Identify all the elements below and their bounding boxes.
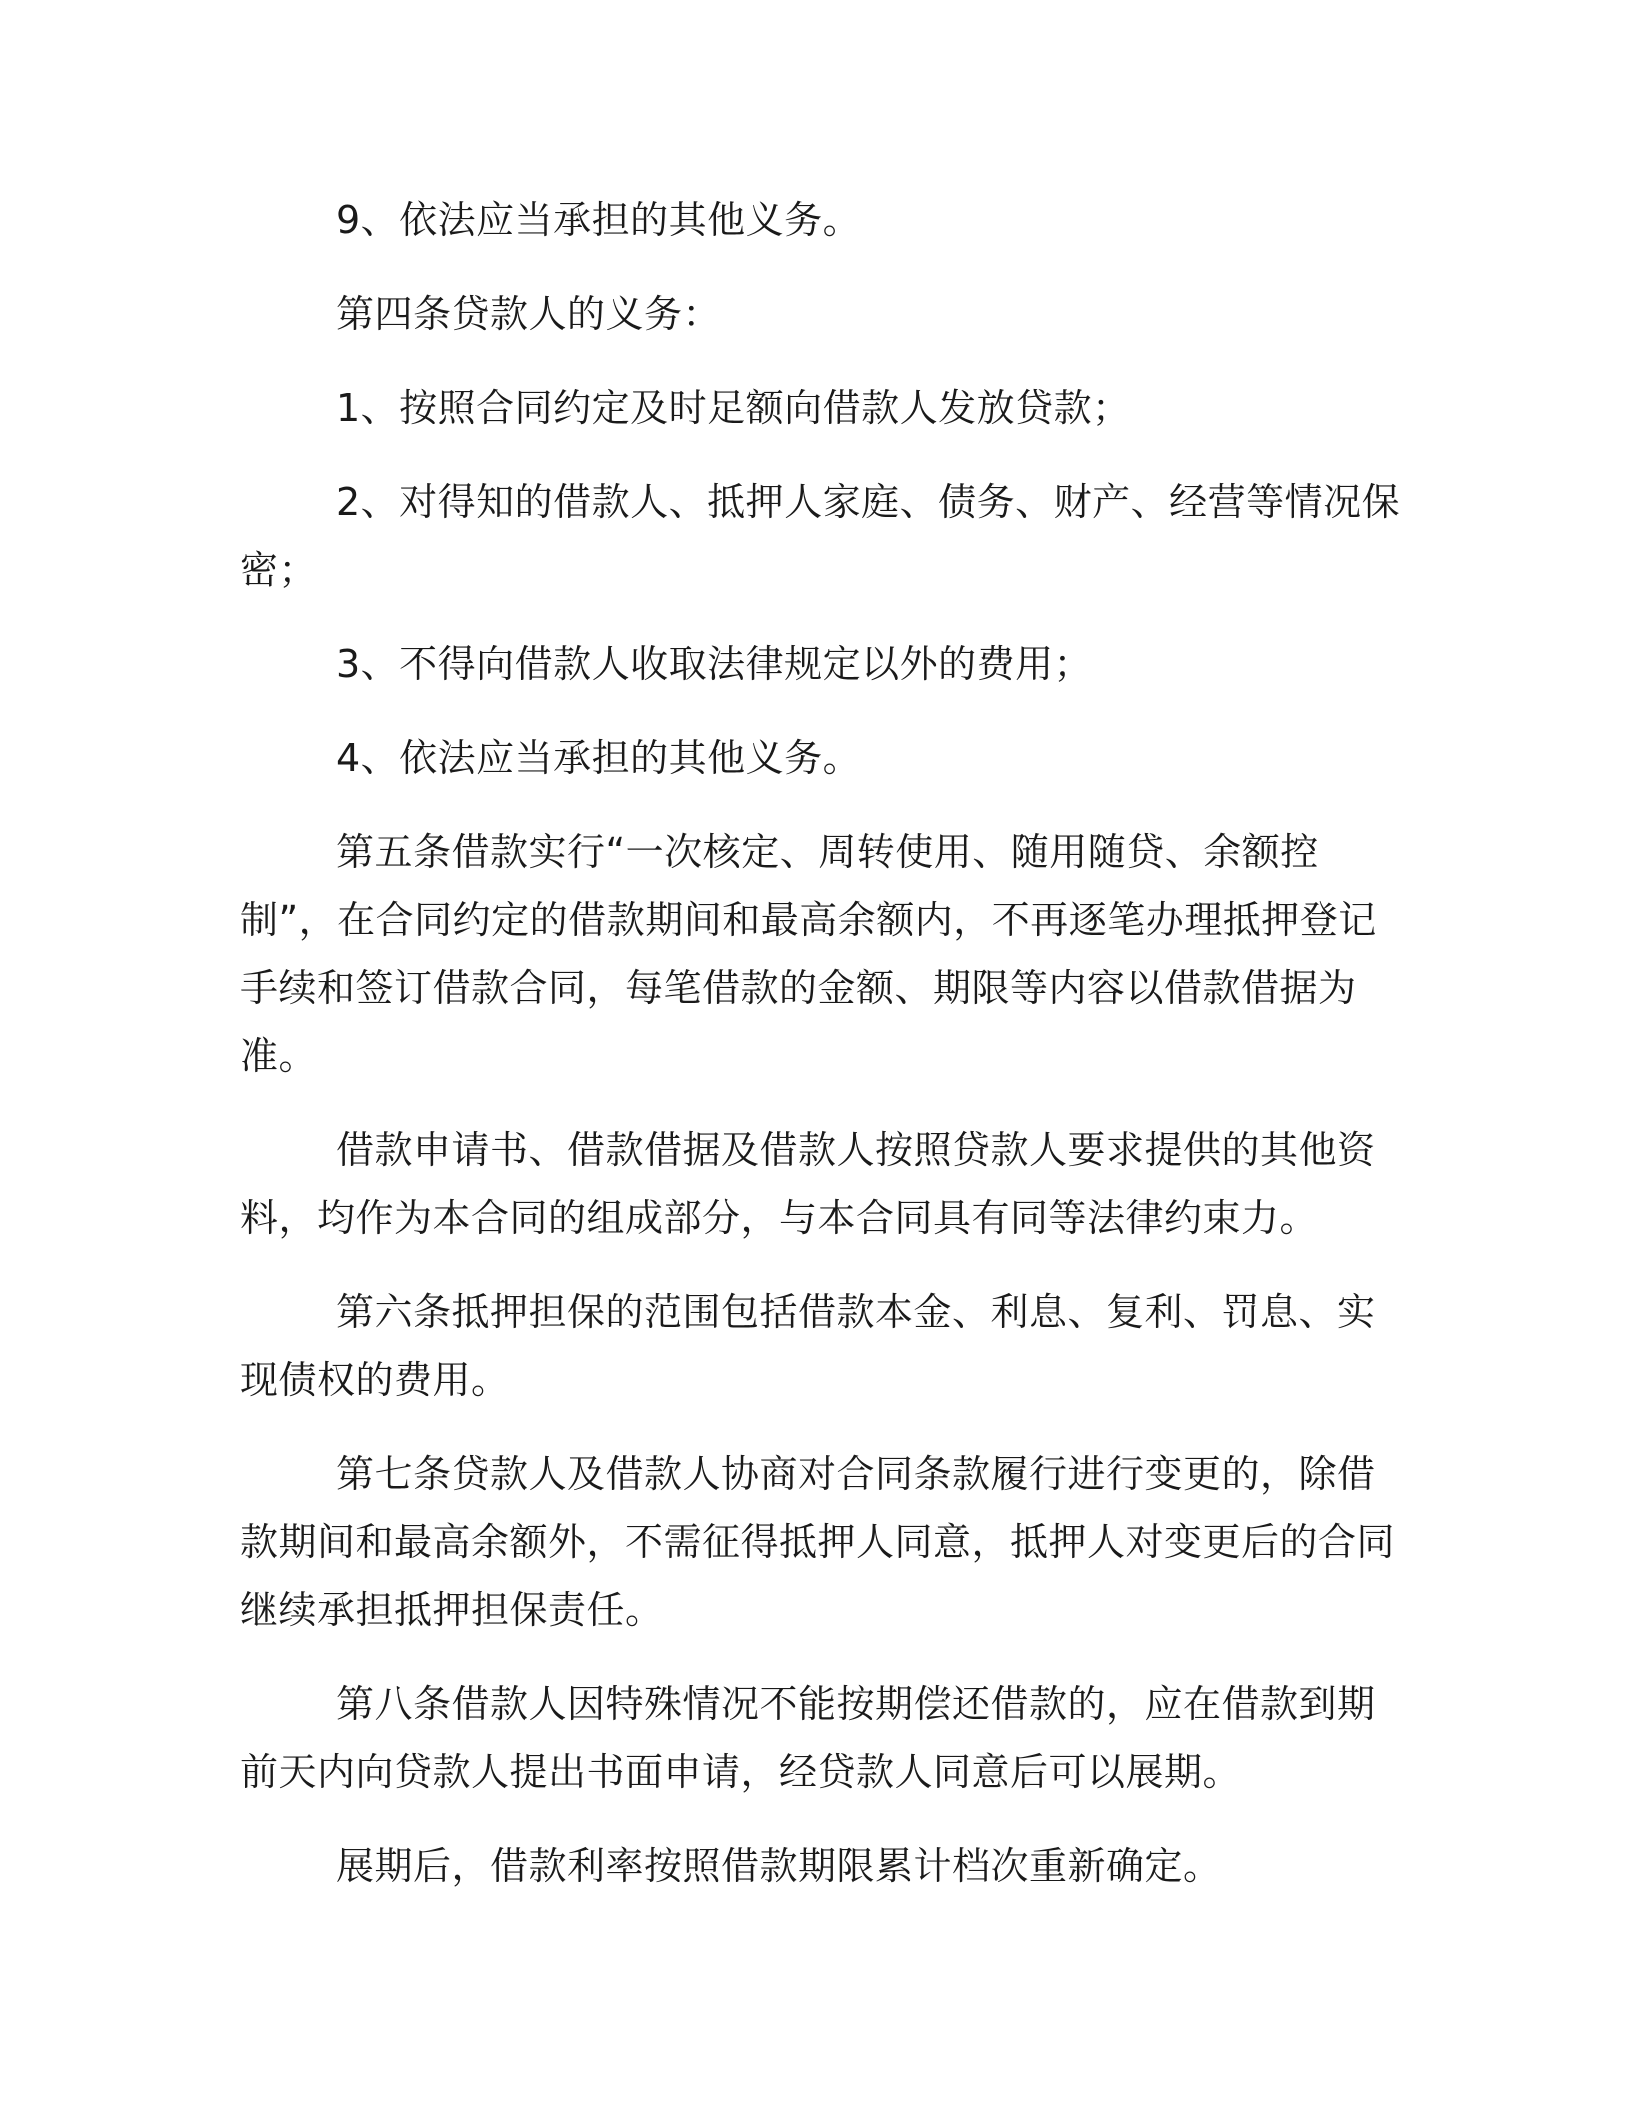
paragraph-extension-rate: 展期后，借款利率按照借款期限累计档次重新确定。 bbox=[336, 1844, 1222, 1888]
paragraph-article-4-heading: 第四条贷款人的义务： bbox=[336, 292, 722, 336]
paragraph-lender-obligation-2: 2、对得知的借款人、抵押人家庭、债务、财产、经营等情况保密； bbox=[240, 480, 1401, 592]
paragraph-article-8: 第八条借款人因特殊情况不能按期偿还借款的，应在借款到期前天内向贷款人提出书面申请，经贷款人同意后可以展期。 bbox=[240, 1682, 1376, 1794]
paragraph-loan-documents: 借款申请书、借款借据及借款人按照贷款人要求提供的其他资料，均作为本合同的组成部分，与本合同具有同等法律约束力。 bbox=[240, 1128, 1376, 1240]
document-body bbox=[240, 186, 1405, 1926]
paragraph-borrower-obligation-9: 9、依法应当承担的其他义务。 bbox=[336, 198, 862, 242]
paragraph-lender-obligation-4: 4、依法应当承担的其他义务。 bbox=[336, 736, 862, 780]
paragraph-lender-obligation-1: 1、按照合同约定及时足额向借款人发放贷款； bbox=[336, 386, 1131, 430]
paragraph-lender-obligation-3: 3、不得向借款人收取法律规定以外的费用； bbox=[336, 642, 1093, 686]
paragraph-article-6: 第六条抵押担保的范围包括借款本金、利息、复利、罚息、实现债权的费用。 bbox=[240, 1290, 1376, 1402]
paragraph-article-5: 第五条借款实行“一次核定、周转使用、随用随贷、余额控制”，在合同约定的借款期间和最高余额内，不再逐笔办理抵押登记手续和签订借款合同，每笔借款的金额、期限等内容以借款借据为准。 bbox=[240, 830, 1377, 1078]
paragraph-article-7: 第七条贷款人及借款人协商对合同条款履行进行变更的，除借款期间和最高余额外，不需征得抵押人同意，抵押人对变更后的合同继续承担抵押担保责任。 bbox=[240, 1452, 1396, 1632]
